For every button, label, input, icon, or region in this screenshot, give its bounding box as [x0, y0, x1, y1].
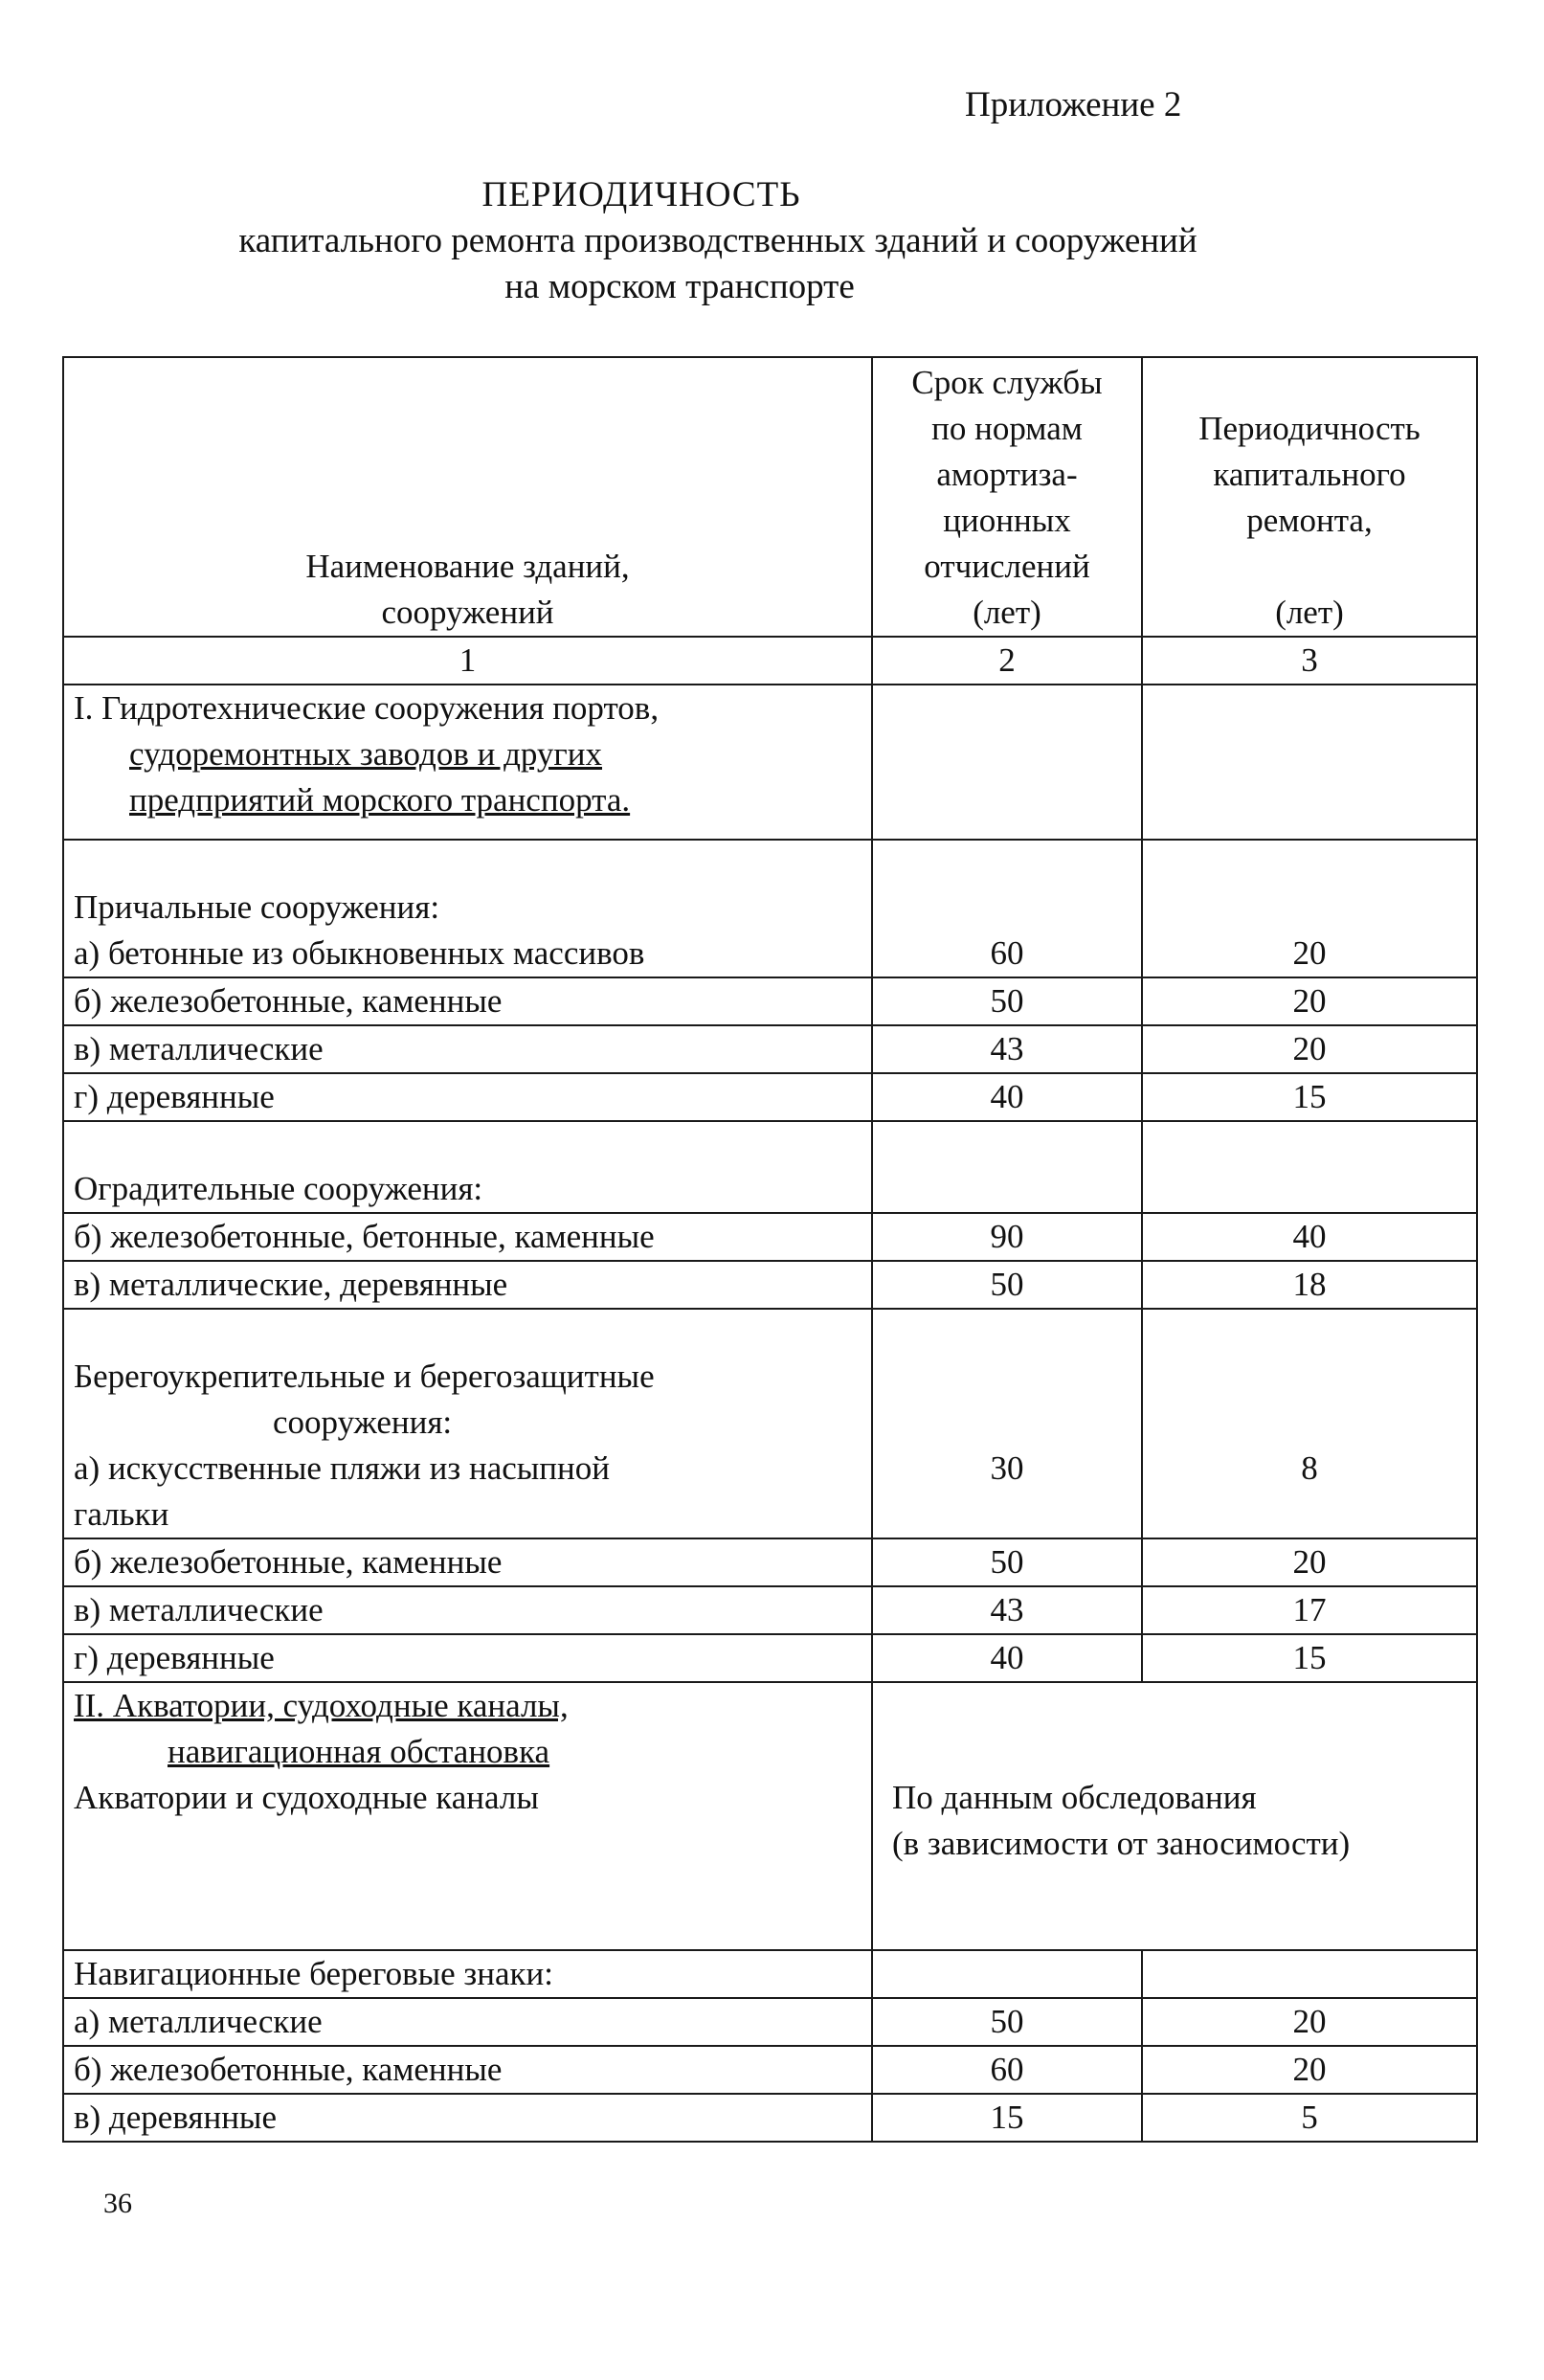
table-row — [63, 1261, 1477, 1309]
row-life: 50 — [872, 1538, 1142, 1586]
title-line-1: ПЕРИОДИЧНОСТЬ — [481, 175, 801, 214]
row-life: 90 — [872, 1213, 1142, 1261]
column-number-row — [63, 637, 1477, 685]
row-life: 43 — [872, 1025, 1142, 1073]
row-period: 20 — [1142, 1998, 1477, 2046]
document-title — [0, 172, 1436, 310]
shore-heading: Берегоукрепительные и берегозащитные — [74, 1358, 655, 1395]
row-name: г) деревянные — [63, 1634, 872, 1682]
appendix-label: Приложение 2 — [965, 85, 1182, 124]
title-line-3: на морском транспорте — [504, 267, 855, 306]
section-2-heading: II. Акватории, судоходные каналы, навигационная обстановка Акватории и судоходные каналы — [63, 1682, 872, 1950]
table-row — [63, 1025, 1477, 1073]
row-name: в) металлические — [63, 1025, 872, 1073]
berthing-group — [63, 840, 872, 977]
row-period: 5 — [1142, 2094, 1477, 2142]
row-period: 15 — [1142, 1073, 1477, 1121]
row-life: 15 — [872, 2094, 1142, 2142]
row-period: 20 — [1142, 1025, 1477, 1073]
signs-heading-row — [63, 1950, 1477, 1998]
section-2-note: По данным обследования (в зависимости от заносимости) — [872, 1682, 1477, 1950]
row-life: 50 — [872, 977, 1142, 1025]
header-repair-period: Периодичность капитального ремонта, (лет) — [1142, 357, 1477, 637]
row-period: 18 — [1142, 1261, 1477, 1309]
table-row — [63, 1586, 1477, 1634]
row-name: в) металлические, деревянные — [63, 1261, 872, 1309]
table-row — [63, 2046, 1477, 2094]
row-life: 60 — [872, 840, 1142, 977]
column-number-3: 3 — [1142, 637, 1477, 685]
table-header-row — [63, 357, 1477, 637]
row-name: в) металлические — [63, 1586, 872, 1634]
table-row — [63, 2094, 1477, 2142]
row-life: 50 — [872, 1998, 1142, 2046]
row-life: 50 — [872, 1261, 1142, 1309]
row-name: а) металлические — [63, 1998, 872, 2046]
column-number-1: 1 — [63, 637, 872, 685]
table-row — [63, 1634, 1477, 1682]
row-period: 17 — [1142, 1586, 1477, 1634]
row-period: 20 — [1142, 840, 1477, 977]
table-row — [63, 977, 1477, 1025]
column-number-2: 2 — [872, 637, 1142, 685]
page-number: 36 — [103, 2188, 132, 2219]
row-period: 20 — [1142, 977, 1477, 1025]
shore-group: Берегоукрепительные и берегозащитные сооружения: а) искусственные пляжи из насыпной гальки — [63, 1309, 872, 1538]
berthing-heading: Причальные сооружения: — [74, 888, 440, 926]
table-row — [63, 1213, 1477, 1261]
row-period: 20 — [1142, 2046, 1477, 2094]
row-life: 60 — [872, 2046, 1142, 2094]
row-period: 8 — [1142, 1309, 1477, 1538]
row-name: в) деревянные — [63, 2094, 872, 2142]
section-2-row — [63, 1682, 1477, 1950]
header-service-life: Срок службы по нормам амортиза- ционных отчислений (лет) — [872, 357, 1142, 637]
row-life: 40 — [872, 1634, 1142, 1682]
table-row — [63, 1998, 1477, 2046]
row-name: г) деревянные — [63, 1073, 872, 1121]
signs-heading: Навигационные береговые знаки: — [63, 1950, 872, 1998]
row-period: 20 — [1142, 1538, 1477, 1586]
row-period: 15 — [1142, 1634, 1477, 1682]
table-row — [63, 840, 1477, 977]
row-name: б) железобетонные, каменные — [63, 977, 872, 1025]
table-row — [63, 1309, 1477, 1538]
periodicity-table — [62, 356, 1478, 2143]
section-1-row — [63, 685, 1477, 840]
row-name: б) железобетонные, каменные — [63, 1538, 872, 1586]
row-name: а) бетонные из обыкновенных массивов — [74, 934, 645, 972]
row-life: 40 — [872, 1073, 1142, 1121]
row-life: 30 — [872, 1309, 1142, 1538]
protective-heading: Оградительные сооружения: — [63, 1121, 872, 1213]
protective-heading-row — [63, 1121, 1477, 1213]
title-line-2: капитального ремонта производственных зданий и сооружений — [238, 221, 1197, 260]
row-life: 43 — [872, 1586, 1142, 1634]
row-period: 40 — [1142, 1213, 1477, 1261]
table-row — [63, 1073, 1477, 1121]
row-name: а) искусственные пляжи из насыпной — [74, 1449, 610, 1487]
row-name: б) железобетонные, каменные — [63, 2046, 872, 2094]
section-1-heading: I. Гидротехнические сооружения портов, судоремонтных заводов и других предприятий морского транспорта. — [63, 685, 872, 840]
row-name: б) железобетонные, бетонные, каменные — [63, 1213, 872, 1261]
header-name: Наименование зданий, сооружений — [63, 357, 872, 637]
table-row — [63, 1538, 1477, 1586]
